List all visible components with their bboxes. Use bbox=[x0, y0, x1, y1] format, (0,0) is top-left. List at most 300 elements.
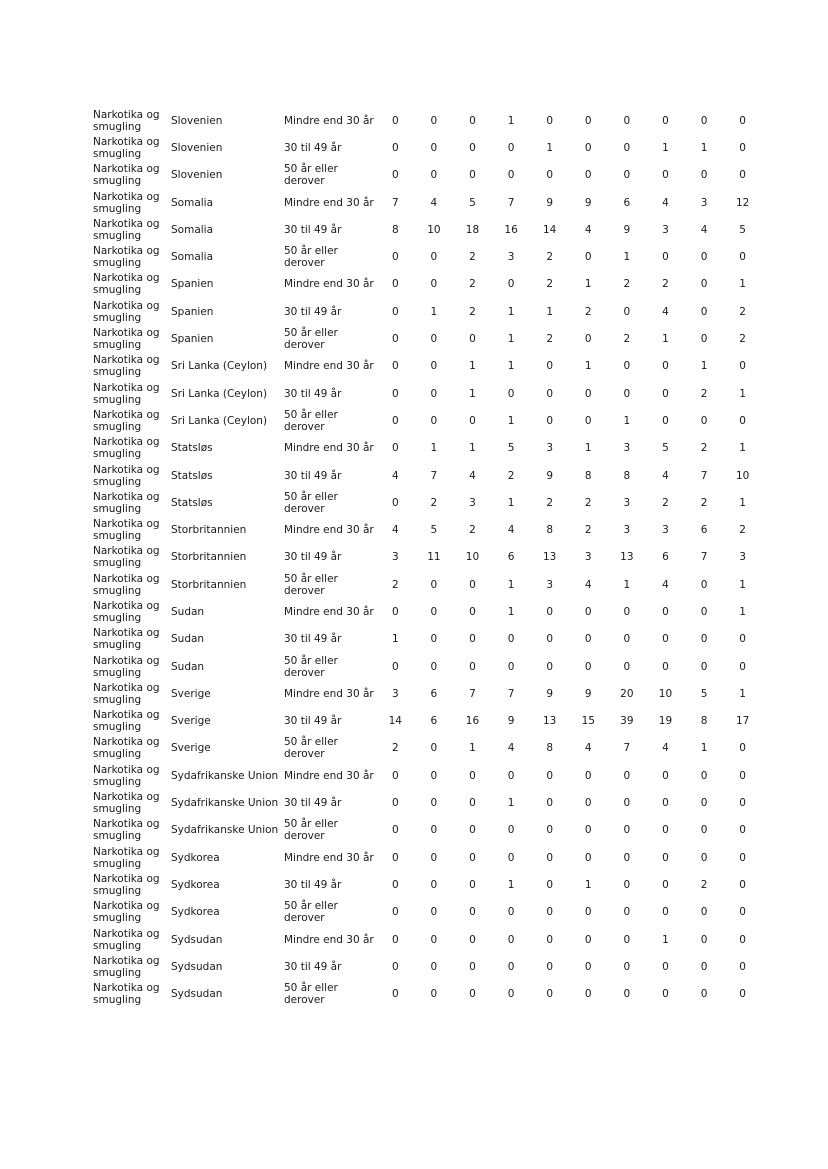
value-text: 0 bbox=[507, 906, 515, 919]
value-cell bbox=[415, 462, 454, 489]
value-text: 0 bbox=[662, 824, 669, 837]
value-cell bbox=[608, 134, 647, 161]
country-cell: Slovenien bbox=[171, 114, 223, 127]
value-cell bbox=[569, 926, 608, 953]
table-row bbox=[93, 708, 762, 735]
value-text: 0 bbox=[623, 988, 631, 1001]
value-cell bbox=[685, 735, 724, 762]
value-cell bbox=[453, 680, 492, 707]
value-cell bbox=[453, 489, 492, 516]
value-text: 12 bbox=[735, 196, 750, 209]
value-text: 0 bbox=[391, 360, 399, 373]
value-text: 0 bbox=[546, 878, 554, 891]
value-text: 0 bbox=[430, 960, 438, 973]
value-cell bbox=[376, 107, 415, 134]
value-text: 4 bbox=[662, 578, 669, 591]
crime-category-cell: Narkotika og smugling bbox=[93, 545, 160, 570]
country-cell: Spanien bbox=[171, 333, 214, 346]
value-text: 0 bbox=[700, 278, 708, 291]
value-cell bbox=[685, 571, 724, 598]
value-text: 5 bbox=[469, 196, 476, 209]
value-cell bbox=[569, 271, 608, 298]
value-text: 9 bbox=[546, 196, 554, 209]
value-cell bbox=[453, 871, 492, 898]
value-cell bbox=[530, 844, 569, 871]
value-text: 2 bbox=[700, 878, 708, 891]
value-cell bbox=[453, 462, 492, 489]
value-text: 0 bbox=[430, 114, 438, 127]
value-text: 0 bbox=[546, 960, 554, 973]
value-text: 0 bbox=[584, 906, 592, 919]
country-cell: Spanien bbox=[171, 278, 214, 291]
value-text: 0 bbox=[430, 933, 438, 946]
value-text: 1 bbox=[739, 442, 746, 455]
value-text: 5 bbox=[739, 223, 746, 236]
value-text: 9 bbox=[507, 715, 515, 728]
value-text: 6 bbox=[430, 715, 438, 728]
value-text: 0 bbox=[546, 633, 554, 646]
value-cell bbox=[376, 271, 415, 298]
age-group-cell: 50 år eller derover bbox=[284, 654, 338, 679]
value-cell bbox=[685, 953, 724, 980]
table-row bbox=[93, 243, 762, 270]
crime-category-cell: Narkotika og smugling bbox=[93, 327, 160, 352]
value-text: 0 bbox=[662, 169, 669, 182]
value-cell bbox=[492, 353, 531, 380]
value-text: 1 bbox=[662, 141, 669, 154]
value-text: 0 bbox=[739, 742, 746, 755]
value-cell bbox=[723, 298, 762, 325]
value-cell bbox=[646, 680, 685, 707]
value-cell bbox=[530, 134, 569, 161]
value-cell bbox=[569, 134, 608, 161]
value-text: 0 bbox=[469, 906, 476, 919]
value-cell bbox=[569, 216, 608, 243]
value-cell bbox=[685, 926, 724, 953]
value-cell bbox=[415, 926, 454, 953]
value-cell bbox=[646, 817, 685, 844]
value-cell bbox=[608, 817, 647, 844]
value-cell bbox=[530, 107, 569, 134]
value-text: 0 bbox=[546, 906, 554, 919]
value-text: 0 bbox=[469, 633, 476, 646]
value-cell bbox=[646, 216, 685, 243]
value-text: 0 bbox=[739, 141, 746, 154]
table-row bbox=[93, 162, 762, 189]
value-cell bbox=[608, 462, 647, 489]
age-group-cell: 50 år eller derover bbox=[284, 163, 338, 188]
value-cell bbox=[453, 516, 492, 543]
value-cell bbox=[415, 107, 454, 134]
value-text: 1 bbox=[507, 605, 515, 618]
value-cell bbox=[415, 735, 454, 762]
value-text: 0 bbox=[662, 251, 669, 264]
value-text: 4 bbox=[662, 196, 669, 209]
table-row bbox=[93, 435, 762, 462]
value-text: 0 bbox=[700, 251, 708, 264]
value-cell bbox=[453, 134, 492, 161]
age-group-cell: Mindre end 30 år bbox=[284, 769, 374, 782]
value-cell bbox=[415, 407, 454, 434]
value-text: 7 bbox=[507, 687, 515, 700]
value-text: 0 bbox=[430, 169, 438, 182]
value-text: 0 bbox=[430, 824, 438, 837]
value-cell bbox=[646, 626, 685, 653]
value-cell bbox=[453, 298, 492, 325]
value-cell bbox=[530, 435, 569, 462]
value-text: 8 bbox=[546, 524, 554, 537]
value-cell bbox=[685, 298, 724, 325]
table-row bbox=[93, 489, 762, 516]
value-text: 19 bbox=[658, 715, 673, 728]
age-group-cell: Mindre end 30 år bbox=[284, 278, 374, 291]
value-cell bbox=[453, 571, 492, 598]
value-cell bbox=[376, 598, 415, 625]
value-cell bbox=[453, 735, 492, 762]
value-cell bbox=[723, 134, 762, 161]
value-text: 5 bbox=[662, 442, 669, 455]
value-cell bbox=[415, 708, 454, 735]
value-text: 0 bbox=[584, 141, 592, 154]
value-cell bbox=[376, 216, 415, 243]
value-text: 2 bbox=[700, 442, 708, 455]
age-group-cell: Mindre end 30 år bbox=[284, 524, 374, 537]
country-cell: Sudan bbox=[171, 633, 205, 646]
value-text: 0 bbox=[700, 660, 708, 673]
country-cell: Sverige bbox=[171, 742, 211, 755]
value-cell bbox=[376, 926, 415, 953]
value-text: 0 bbox=[662, 633, 669, 646]
crime-category-cell: Narkotika og smugling bbox=[93, 954, 160, 979]
value-text: 0 bbox=[430, 742, 438, 755]
value-text: 0 bbox=[623, 114, 631, 127]
value-text: 0 bbox=[623, 878, 631, 891]
value-text: 0 bbox=[546, 769, 554, 782]
value-text: 0 bbox=[507, 851, 515, 864]
value-cell bbox=[530, 953, 569, 980]
value-cell bbox=[569, 598, 608, 625]
value-cell bbox=[723, 189, 762, 216]
value-cell bbox=[415, 598, 454, 625]
value-text: 1 bbox=[584, 442, 592, 455]
value-cell bbox=[530, 380, 569, 407]
value-text: 2 bbox=[546, 278, 554, 291]
value-text: 1 bbox=[391, 633, 399, 646]
value-cell bbox=[453, 953, 492, 980]
value-cell bbox=[685, 435, 724, 462]
value-cell bbox=[415, 353, 454, 380]
value-cell bbox=[723, 243, 762, 270]
value-text: 2 bbox=[546, 333, 554, 346]
value-text: 3 bbox=[391, 551, 399, 564]
value-text: 7 bbox=[623, 742, 631, 755]
value-text: 1 bbox=[430, 442, 438, 455]
value-cell bbox=[569, 626, 608, 653]
crime-category-cell: Narkotika og smugling bbox=[93, 900, 160, 925]
value-cell bbox=[530, 353, 569, 380]
value-text: 0 bbox=[739, 251, 746, 264]
value-text: 1 bbox=[507, 305, 515, 318]
value-cell bbox=[646, 571, 685, 598]
value-cell bbox=[453, 762, 492, 789]
value-cell bbox=[376, 407, 415, 434]
value-cell bbox=[415, 298, 454, 325]
value-cell bbox=[685, 844, 724, 871]
value-text: 0 bbox=[739, 851, 746, 864]
value-cell bbox=[685, 353, 724, 380]
value-cell bbox=[492, 380, 531, 407]
value-text: 2 bbox=[739, 305, 746, 318]
value-text: 0 bbox=[469, 769, 476, 782]
value-text: 0 bbox=[546, 387, 554, 400]
age-group-cell: 30 til 49 år bbox=[284, 878, 342, 891]
value-text: 0 bbox=[391, 387, 399, 400]
value-text: 0 bbox=[739, 933, 746, 946]
value-cell bbox=[376, 380, 415, 407]
country-cell: Sydafrikanske Union bbox=[171, 797, 279, 810]
value-cell bbox=[646, 189, 685, 216]
value-text: 7 bbox=[700, 469, 708, 482]
value-text: 0 bbox=[469, 660, 476, 673]
statistics-table bbox=[93, 107, 762, 1008]
value-cell bbox=[530, 489, 569, 516]
value-cell bbox=[492, 462, 531, 489]
value-text: 0 bbox=[584, 114, 592, 127]
crime-category-cell: Narkotika og smugling bbox=[93, 108, 160, 133]
table-row bbox=[93, 380, 762, 407]
value-text: 0 bbox=[584, 387, 592, 400]
value-text: 8 bbox=[623, 469, 631, 482]
value-text: 2 bbox=[469, 524, 476, 537]
value-cell bbox=[646, 653, 685, 680]
value-text: 0 bbox=[391, 414, 399, 427]
value-text: 39 bbox=[620, 715, 634, 728]
value-cell bbox=[723, 162, 762, 189]
value-cell bbox=[646, 489, 685, 516]
value-text: 4 bbox=[469, 469, 476, 482]
value-text: 1 bbox=[469, 360, 476, 373]
value-cell bbox=[415, 899, 454, 926]
value-text: 0 bbox=[584, 633, 592, 646]
value-text: 0 bbox=[469, 169, 476, 182]
value-cell bbox=[685, 626, 724, 653]
value-cell bbox=[723, 789, 762, 816]
value-text: 10 bbox=[658, 687, 673, 700]
value-text: 2 bbox=[546, 496, 554, 509]
value-cell bbox=[530, 626, 569, 653]
table-row bbox=[93, 789, 762, 816]
country-cell: Sydkorea bbox=[171, 878, 220, 891]
value-cell bbox=[415, 571, 454, 598]
country-cell: Storbritannien bbox=[171, 551, 247, 564]
value-text: 1 bbox=[700, 742, 708, 755]
value-text: 0 bbox=[584, 960, 592, 973]
country-cell: Sri Lanka (Ceylon) bbox=[171, 360, 268, 373]
value-cell bbox=[723, 871, 762, 898]
value-cell bbox=[723, 626, 762, 653]
value-text: 3 bbox=[739, 551, 746, 564]
country-cell: Sverige bbox=[171, 715, 211, 728]
value-text: 0 bbox=[507, 278, 515, 291]
value-text: 0 bbox=[739, 169, 746, 182]
value-cell bbox=[608, 107, 647, 134]
value-cell bbox=[492, 243, 531, 270]
value-text: 0 bbox=[623, 960, 631, 973]
value-cell bbox=[530, 981, 569, 1008]
country-cell: Sudan bbox=[171, 660, 205, 673]
value-text: 3 bbox=[546, 442, 554, 455]
age-group-cell: 30 til 49 år bbox=[284, 633, 342, 646]
value-text: 0 bbox=[507, 769, 515, 782]
value-cell bbox=[608, 516, 647, 543]
crime-category-cell: Narkotika og smugling bbox=[93, 627, 160, 652]
value-cell bbox=[569, 516, 608, 543]
value-cell bbox=[453, 708, 492, 735]
value-cell bbox=[492, 216, 531, 243]
value-cell bbox=[608, 953, 647, 980]
value-cell bbox=[608, 216, 647, 243]
value-text: 2 bbox=[507, 469, 515, 482]
value-text: 3 bbox=[546, 578, 554, 591]
value-cell bbox=[492, 817, 531, 844]
value-text: 3 bbox=[623, 442, 631, 455]
value-text: 1 bbox=[623, 414, 631, 427]
age-group-cell: 30 til 49 år bbox=[284, 387, 342, 400]
country-cell: Somalia bbox=[171, 251, 214, 264]
value-text: 0 bbox=[430, 769, 438, 782]
value-text: 0 bbox=[662, 605, 669, 618]
value-cell bbox=[415, 844, 454, 871]
value-text: 0 bbox=[391, 933, 399, 946]
value-cell bbox=[569, 680, 608, 707]
value-cell bbox=[608, 407, 647, 434]
value-cell bbox=[453, 162, 492, 189]
value-cell bbox=[608, 353, 647, 380]
age-group-cell: 30 til 49 år bbox=[284, 141, 342, 154]
value-cell bbox=[453, 844, 492, 871]
age-group-cell: 50 år eller derover bbox=[284, 572, 338, 597]
age-group-cell: 30 til 49 år bbox=[284, 305, 342, 318]
value-text: 0 bbox=[430, 278, 438, 291]
value-cell bbox=[415, 544, 454, 571]
value-text: 0 bbox=[700, 114, 708, 127]
value-text: 3 bbox=[584, 551, 592, 564]
value-text: 0 bbox=[430, 633, 438, 646]
value-cell bbox=[569, 435, 608, 462]
value-cell bbox=[685, 243, 724, 270]
value-cell bbox=[415, 871, 454, 898]
value-cell bbox=[723, 544, 762, 571]
value-text: 0 bbox=[507, 141, 515, 154]
country-cell: Slovenien bbox=[171, 169, 223, 182]
crime-category-cell: Narkotika og smugling bbox=[93, 408, 160, 433]
value-text: 0 bbox=[739, 360, 746, 373]
value-cell bbox=[492, 981, 531, 1008]
table-row bbox=[93, 544, 762, 571]
value-text: 6 bbox=[700, 524, 708, 537]
value-cell bbox=[723, 107, 762, 134]
value-cell bbox=[492, 407, 531, 434]
value-cell bbox=[492, 489, 531, 516]
value-text: 0 bbox=[391, 305, 399, 318]
table-row bbox=[93, 926, 762, 953]
value-cell bbox=[376, 735, 415, 762]
value-text: 2 bbox=[700, 496, 708, 509]
value-text: 0 bbox=[623, 605, 631, 618]
age-group-cell: Mindre end 30 år bbox=[284, 851, 374, 864]
value-text: 0 bbox=[546, 797, 554, 810]
age-group-cell: 50 år eller derover bbox=[284, 818, 338, 843]
table-row bbox=[93, 626, 762, 653]
value-text: 7 bbox=[430, 469, 438, 482]
value-text: 3 bbox=[662, 524, 669, 537]
value-text: 1 bbox=[507, 578, 515, 591]
age-group-cell: 30 til 49 år bbox=[284, 469, 342, 482]
crime-category-cell: Narkotika og smugling bbox=[93, 436, 160, 461]
country-cell: Sydkorea bbox=[171, 906, 220, 919]
value-cell bbox=[530, 680, 569, 707]
value-cell bbox=[608, 680, 647, 707]
value-text: 0 bbox=[700, 633, 708, 646]
value-text: 3 bbox=[507, 251, 515, 264]
value-cell bbox=[530, 926, 569, 953]
value-text: 0 bbox=[584, 605, 592, 618]
value-text: 2 bbox=[546, 251, 554, 264]
value-text: 0 bbox=[662, 387, 669, 400]
value-cell bbox=[569, 353, 608, 380]
value-cell bbox=[569, 817, 608, 844]
table-row bbox=[93, 899, 762, 926]
table-row bbox=[93, 680, 762, 707]
value-text: 2 bbox=[623, 333, 631, 346]
value-text: 0 bbox=[469, 605, 476, 618]
table-row bbox=[93, 134, 762, 161]
value-text: 2 bbox=[700, 387, 708, 400]
value-cell bbox=[723, 435, 762, 462]
value-cell bbox=[492, 107, 531, 134]
value-text: 0 bbox=[584, 769, 592, 782]
value-cell bbox=[646, 380, 685, 407]
value-cell bbox=[685, 107, 724, 134]
country-cell: Sydafrikanske Union bbox=[171, 824, 279, 837]
value-text: 0 bbox=[430, 141, 438, 154]
value-text: 1 bbox=[700, 360, 708, 373]
value-cell bbox=[453, 407, 492, 434]
value-cell bbox=[569, 899, 608, 926]
value-cell bbox=[723, 407, 762, 434]
value-cell bbox=[569, 708, 608, 735]
value-cell bbox=[608, 544, 647, 571]
crime-category-cell: Narkotika og smugling bbox=[93, 272, 160, 297]
value-cell bbox=[376, 571, 415, 598]
value-text: 0 bbox=[430, 851, 438, 864]
value-text: 1 bbox=[739, 496, 746, 509]
value-text: 0 bbox=[430, 988, 438, 1001]
value-cell bbox=[453, 271, 492, 298]
value-text: 0 bbox=[546, 169, 554, 182]
country-cell: Spanien bbox=[171, 305, 214, 318]
value-cell bbox=[530, 871, 569, 898]
country-cell: Sydsudan bbox=[171, 960, 223, 973]
value-cell bbox=[608, 571, 647, 598]
value-cell bbox=[646, 162, 685, 189]
value-cell bbox=[646, 789, 685, 816]
value-text: 0 bbox=[391, 251, 399, 264]
age-group-cell: 30 til 49 år bbox=[284, 223, 342, 236]
value-cell bbox=[646, 107, 685, 134]
value-cell bbox=[453, 325, 492, 352]
age-group-cell: 50 år eller derover bbox=[284, 327, 338, 352]
